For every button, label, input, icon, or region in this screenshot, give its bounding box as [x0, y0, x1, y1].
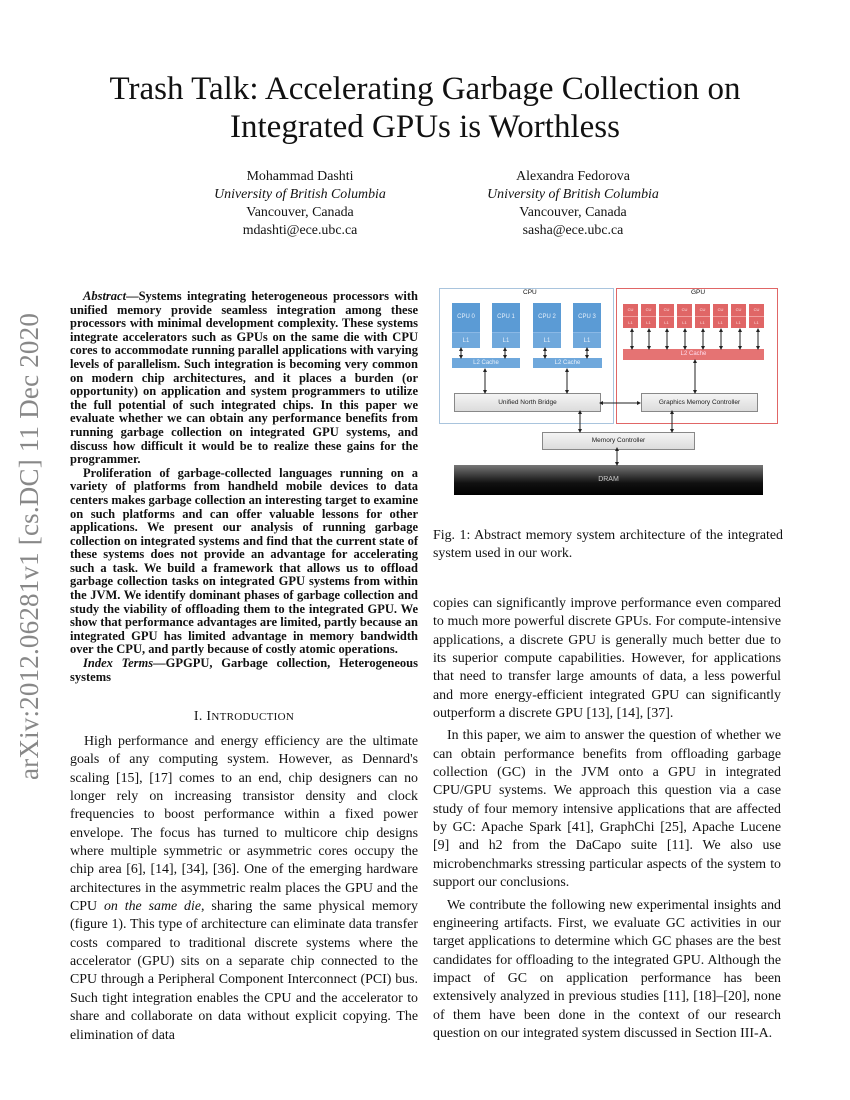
figure-caption: Fig. 1: Abstract memory system architecture of the integrated system used in our work.: [433, 528, 783, 561]
author-name: Mohammad Dashti: [246, 169, 354, 184]
author-location: Vancouver, Canada: [246, 205, 354, 220]
cu-label: CU: [699, 307, 706, 312]
dram: DRAM: [454, 465, 763, 495]
author-affiliation: University of British Columbia: [487, 187, 659, 202]
cpu-l2-cache: L2 Cache: [452, 358, 520, 368]
gpu-label: GPU: [691, 289, 706, 296]
author-affiliation: University of British Columbia: [214, 187, 386, 202]
intro-paragraph-3: We contribute the following new experimental insights and engineering artifacts. First, we evaluate GC activities in our target applications to determine which GC phases are the best candidates for offloading to the integrated GPU. Although the impact of GC on application performance has been extensively analyzed in previous studies [11], [18]–[20], none of them have been done in the context of our research question on our integrated system discussed in Section III-A.: [433, 897, 781, 1041]
author-2: [423, 168, 723, 240]
unified-north-bridge: Unified North Bridge: [454, 393, 601, 412]
cpu-l2-cache: L2 Cache: [533, 358, 602, 368]
l1-cache: L1: [573, 332, 601, 348]
gpu-l2-cache: L2 Cache: [623, 349, 764, 360]
l1-cache: L1: [659, 316, 674, 329]
graphics-memory-controller: Graphics Memory Controller: [641, 393, 758, 412]
section-number: I.: [193, 709, 207, 724]
l1-cache: L1: [713, 316, 728, 329]
author-name: Alexandra Fedorova: [516, 169, 630, 184]
abstract: [70, 290, 418, 684]
connection-arrows: [435, 285, 780, 500]
cu-label: CU: [681, 307, 688, 312]
author-email: mdashti@ece.ubc.ca: [242, 223, 358, 238]
cu-label: CU: [717, 307, 724, 312]
arxiv-stamp: arXiv:2012.06281v1 [cs.DC] 11 Dec 2020: [14, 312, 44, 780]
paper-title: Trash Talk: Accelerating Garbage Collection on Integrated GPUs is Worthless: [109, 71, 741, 145]
cpu-label: CPU: [523, 289, 537, 296]
l1-cache: L1: [533, 332, 561, 348]
text: , sharing the same physical memory (figure 1). This type of architecture can eliminate data transfer costs compared to traditional discrete systems where the accelerator (GPU) sits on a separate chip connected to the CPU through a Peripheral Component Interconnect (PCI) bus. Such tight integration enables the CPU and the accelerator to share and collaborate on data without explicit copying. The elimination of data: [70, 899, 419, 1043]
intro-paragraph-1: [70, 733, 418, 1045]
cu-label: CU: [753, 307, 760, 312]
core-label: CPU 2: [538, 314, 556, 320]
abstract-text: —Systems integrating heterogeneous processors with unified memory provide seamless integration among these processors with minimal development complexity. These systems integrate accelerators such as GPUs on the same die with CPU cores to accommodate running parallel applications with varying levels of parallelism. Such integration is becoming very common on modern chip architectures, and it places a burden (or opportunity) on application and system programmers to utilize the full potential of such integrated chips. In this paper we evaluate whether we can obtain any performance benefits from running garbage collection on integrated GPU systems, and discuss how difficult it would be to realize these gains for the programmer.: [70, 289, 418, 467]
l1-cache: L1: [623, 316, 638, 329]
emphasis: on the same die: [103, 899, 202, 915]
abstract-label: Abstract: [83, 289, 127, 303]
l1-cache: L1: [695, 316, 710, 329]
index-terms: —GPGPU, Garbage collection, Heterogeneous systems: [70, 656, 418, 684]
core-label: CPU 3: [578, 314, 596, 320]
l1-cache: L1: [749, 316, 764, 329]
l1-cache: L1: [677, 316, 692, 329]
figure-architecture-diagram: [435, 285, 780, 500]
section-title-initial: I: [206, 709, 212, 724]
intro-column-left: [70, 733, 418, 1045]
memory-controller: Memory Controller: [542, 432, 695, 450]
l1-cache: L1: [641, 316, 656, 329]
abstract-paragraph-2: Proliferation of garbage-collected languages running on a variety of platforms from handheld mobile devices to data centers makes garbage collection an interesting target to examine on such platforms and can offer valuable lessons for other applications. We present our analysis of running garbage collection on integrated systems and find that the current state of these systems does not provide an advantage for accelerating such a task. We build a framework that allows us to offload garbage collection tasks on integrated GPU systems from within the JVM. We identify dominant phases of garbage collection and study the viability of offloading them to the integrated GPU. We show that performance advantages are limited, partly because an integrated GPU has limited advantage in memory bandwidth over the CPU, and partly because of costly atomic operations.: [70, 465, 418, 657]
core-label: CPU 0: [457, 314, 475, 320]
l1-cache: L1: [731, 316, 746, 329]
l1-cache: L1: [492, 332, 520, 348]
author-location: Vancouver, Canada: [519, 205, 627, 220]
l1-cache: L1: [452, 332, 480, 348]
author-1: [150, 168, 450, 240]
section-heading-introduction: [70, 709, 418, 725]
cu-label: CU: [735, 307, 742, 312]
author-email: sasha@ece.ubc.ca: [522, 223, 624, 238]
cu-label: CU: [663, 307, 670, 312]
text: High performance and energy efficiency are the ultimate goals of any computing system. However, as Dennard's scaling [15], [17] comes to an end, chip designers can no longer rely on increasing transistor density and clock frequencies to boost performance within a fixed power envelope. The focus has turned to multicore chip designs where multiple symmetric or asymmetric cores occupy the chip area [6], [14], [34], [36]. One of the emerging hardware architectures in the asymmetric realm places the GPU and the CPU: [70, 734, 418, 915]
intro-column-right: [433, 595, 781, 1043]
cu-label: CU: [645, 307, 652, 312]
core-label: CPU 1: [497, 314, 515, 320]
cu-label: CU: [627, 307, 634, 312]
intro-paragraph-2: In this paper, we aim to answer the question of whether we can obtain performance benefits from offloading garbage collection (GC) in the JVM onto a GPU in integrated CPU/GPU systems. We approach this question via a case study of four memory intensive applications that are affected by GC: Apache Spark [41], GraphChi [25], Apache Lucene [9] and h2 from the DaCapo suite [11]. We also use microbenchmarks stressing particular aspects of the system to support our conclusions.: [433, 728, 781, 891]
section-title-rest: NTRODUCTION: [211, 711, 295, 723]
index-terms-label: Index Terms: [83, 656, 154, 671]
intro-paragraph-1-continued: copies can significantly improve performance even compared to much more powerful discrete GPUs. For compute-intensive applications, a discrete GPU is generally much better due to its superior compute capabilities. However, for applications that need to transfer large amounts of data, a less powerful and more energy-efficient integrated GPU can significantly outperform a discrete GPU [13], [14], [37].: [433, 596, 781, 722]
